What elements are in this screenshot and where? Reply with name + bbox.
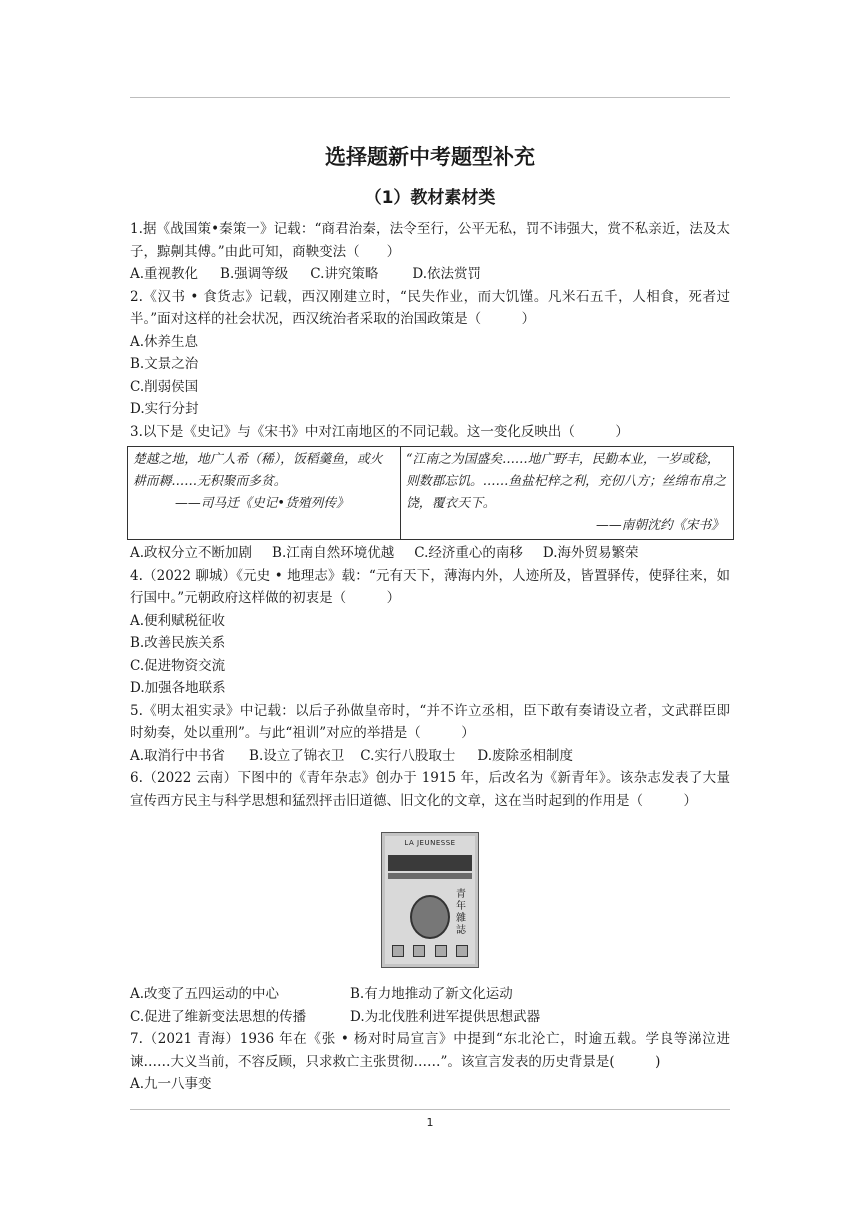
- question-5-option-c: C.实行八股取士: [360, 747, 456, 764]
- question-3-stem: 3.以下是《史记》与《宋书》中对江南地区的不同记载。这一变化反映出（ ）: [130, 423, 629, 440]
- question-1-stem: 1.据《战国策•秦策一》记载：“商君治秦，法令至行，公平无私，罚不讳强大，赏不私亲近，法及太子，黥劓其傅。”由此可知，商鞅变法（ ）: [130, 221, 730, 260]
- footer-rule: [130, 1109, 730, 1110]
- question-5-option-d: D.废除丞相制度: [477, 747, 574, 764]
- question-2-option-c: C.削弱侯国: [130, 378, 199, 395]
- source-songshu-cell: [401, 447, 734, 540]
- question-7-stem: 7.（2021 青海）1936 年在《张 • 杨对时局宣言》中提到“东北沦亡，时逾五载。学良等涕泣进谏……大义当前，不容反顾，只求救亡主张贯彻……”。该宣言发表的历史背景是( ): [130, 1031, 730, 1070]
- question-2-option-d: D.实行分封: [130, 401, 199, 417]
- source-shiji-cell: [128, 447, 401, 540]
- question-4-option-c: C.促进物资交流: [130, 657, 226, 674]
- question-3-option-c: C.经济重心的南移: [414, 545, 523, 561]
- page-title: 选择题新中考题型补充: [325, 145, 535, 169]
- page-number: 1: [426, 1116, 434, 1129]
- question-5-option-a: A.取消行中书省: [130, 747, 226, 764]
- question-1-options: [130, 263, 730, 286]
- question-6-option-a: A.改变了五四运动的中心: [130, 986, 280, 1002]
- question-7-option-a: A.九一八事变: [130, 1076, 212, 1092]
- question-3-options: [130, 542, 730, 565]
- source-songshu-citation: ——南朝沈约《宋书》: [596, 518, 724, 533]
- question-4-option-d: D.加强各地联系: [130, 680, 226, 696]
- cover-masthead: LA JEUNESSE: [404, 838, 456, 847]
- question-6-stem: 6.（2022 云南）下图中的《青年杂志》创办于 1915 年，后改名为《新青年》。该杂志发表了大量宣传西方民主与科学思想和猛烈抨击旧道德、旧文化的文章，这在当时起到的作用是（ ）: [130, 770, 730, 809]
- question-6-option-b: B.有力地推动了新文化运动: [350, 986, 513, 1002]
- question-4-option-b: B.改善民族关系: [130, 635, 226, 651]
- question-2-option-b: B.文景之治: [130, 356, 199, 372]
- cover-title: 青年雜誌: [456, 888, 466, 936]
- question-1-option-d: D.依法赏罚: [412, 266, 482, 282]
- source-shiji-citation: ——司马迁《史记•货殖列传》: [175, 496, 349, 511]
- question-3-source-table: [127, 446, 734, 540]
- cover-portrait: [410, 895, 450, 939]
- question-1-option-b: B.强调等级: [220, 266, 289, 282]
- question-5-options: [130, 745, 730, 768]
- question-5-stem: 5.《明太祖实录》中记载：以后子孙做皇帝时，“并不许立丞相，臣下敢有奏请设立者，文武群臣即时劾奏，处以重刑”。与此“祖训”对应的举措是（ ）: [130, 702, 730, 741]
- header-rule: [130, 97, 730, 98]
- question-6-option-c: C.促进了维新变法思想的传播: [130, 1008, 307, 1025]
- question-1-option-c: C.讲究策略: [310, 266, 379, 282]
- question-3-option-a: A.政权分立不断加剧: [130, 545, 253, 561]
- question-6-options-row1: [130, 983, 730, 1006]
- source-shiji-text: 楚越之地，地广人希（稀），饭稻羹鱼，或火耕而耨……无积聚而多贫。: [133, 452, 383, 489]
- question-6-options-row2: [130, 1006, 730, 1029]
- magazine-cover-figure: [130, 822, 730, 977]
- document-body: [130, 140, 730, 1096]
- question-1-option-a: A.重视教化: [130, 266, 199, 282]
- question-4-option-a: A.便利赋税征收: [130, 612, 226, 629]
- question-2-stem: 2.《汉书 • 食货志》记载，西汉刚建立时，“民失作业，而大饥馑。凡米石五千，人相食，死者过半。”面对这样的社会状况，西汉统治者采取的治国政策是（ ）: [130, 288, 730, 327]
- question-4-stem: 4.（2022 聊城）《元史 • 地理志》载：“元有天下，薄海内外，人迹所及，皆置驿传，使驿往来，如行国中。”元朝政府这样做的初衷是（ ）: [130, 567, 730, 606]
- question-2-option-a: A.休养生息: [130, 333, 199, 350]
- youth-magazine-cover-image: [381, 832, 479, 968]
- question-6-option-d: D.为北伐胜利进军提供思想武器: [350, 1008, 541, 1025]
- question-5-option-b: B.设立了锦衣卫: [249, 747, 345, 764]
- question-3-option-b: B.江南自然环境优越: [272, 545, 395, 561]
- section-subtitle: （1）教材素材类: [364, 188, 496, 208]
- question-3-option-d: D.海外贸易繁荣: [542, 545, 639, 561]
- source-songshu-text: “江南之为国盛矣……地广野丰，民勤本业，一岁或稔，则数郡忘饥。……鱼盐杞梓之利，充仞八方；丝绵布帛之饶，覆衣天下。: [406, 452, 726, 511]
